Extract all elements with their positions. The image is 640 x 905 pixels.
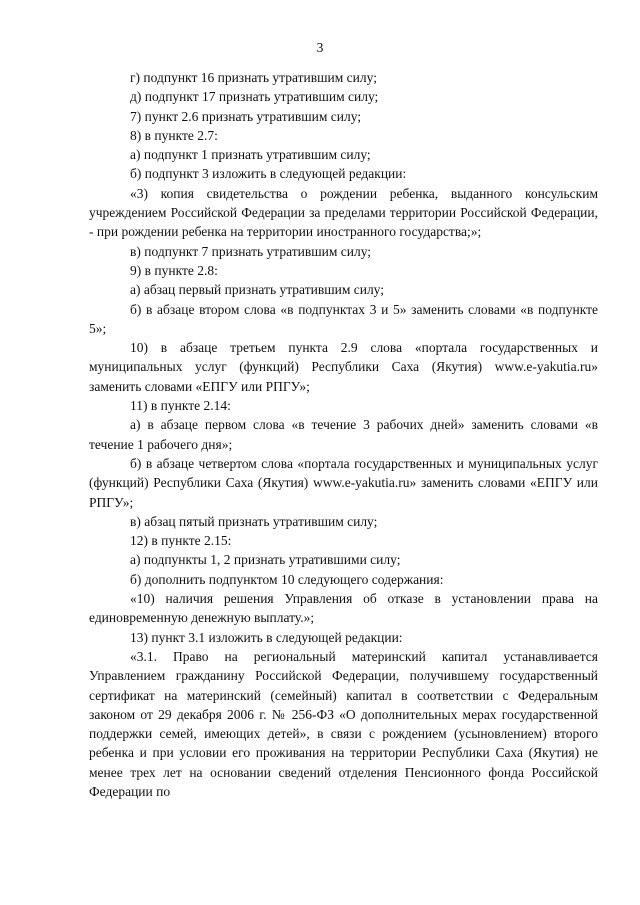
paragraph: 11) в пункте 2.14: <box>130 398 231 414</box>
paragraph: 9) в пункте 2.8: <box>130 262 218 278</box>
paragraph: б) в абзаце четвертом слова «портала государственных и муниципальных услуг (функций) Республики Саха (Якутия) www.e-yakutia.ru» заменить словами «ЕПГУ или РПГУ»; <box>89 455 598 510</box>
paragraph: б) подпункт 3 изложить в следующей редакции: <box>130 166 407 182</box>
paragraph: 7) пункт 2.6 признать утратившим силу; <box>130 108 362 124</box>
paragraph: а) подпункт 1 признать утратившим силу; <box>130 147 371 163</box>
paragraph: 8) в пункте 2.7: <box>130 127 218 143</box>
paragraph: д) подпункт 17 признать утратившим силу; <box>130 89 379 105</box>
paragraph: г) подпункт 16 признать утратившим силу; <box>130 70 377 85</box>
paragraph: а) подпункты 1, 2 признать утратившими силу; <box>130 552 401 568</box>
paragraph: «3.1. Право на региональный материнский капитал устанавливается Управлением гражданину Российской Федерации, получившему государственный сертификат на материнский (семейный) капитал в соответствии с Федеральным законом от 29 декабря 2006 г. № 256-ФЗ «О дополнительных мерах государственной поддержки семей, имеющих детей», в связи с рождением (усыновлением) второго ребенка и при условии его проживания на территории Республики Саха (Якутия) не менее трех лет на основании сведений отделения Пенсионного фонда Российской Федерации по <box>89 648 598 799</box>
document-body <box>89 68 598 801</box>
paragraph: в) подпункт 7 признать утратившим силу; <box>130 243 372 259</box>
paragraph: «10) наличия решения Управления об отказе в установлении права на единовременную денежную выплату.»; <box>89 591 598 626</box>
paragraph: а) абзац первый признать утратившим силу; <box>130 282 385 298</box>
paragraph: а) в абзаце первом слова «в течение 3 рабочих дней» заменить словами «в течение 1 рабочего дня»; <box>89 417 598 452</box>
paragraph: «3) копия свидетельства о рождении ребенка, выданного консульским учреждением Российской Федерации за пределами территории Российской Федерации, - при рождении ребенка на территории иностранного государства;»; <box>89 185 598 240</box>
paragraph: б) в абзаце втором слова «в подпунктах 3 и 5» заменить словами «в подпункте 5»; <box>89 301 598 336</box>
page-number: 3 <box>316 40 324 55</box>
paragraph: б) дополнить подпунктом 10 следующего содержания: <box>130 571 444 587</box>
paragraph: 13) пункт 3.1 изложить в следующей редакции: <box>130 629 403 645</box>
paragraph: в) абзац пятый признать утратившим силу; <box>130 513 378 529</box>
paragraph: 12) в пункте 2.15: <box>130 533 232 549</box>
paragraph: 10) в абзаце третьем пункта 2.9 слова «портала государственных и муниципальных услуг (функций) Республики Саха (Якутия) www.e-yakutia.ru» заменить словами «ЕПГУ или РПГУ»; <box>89 340 598 394</box>
